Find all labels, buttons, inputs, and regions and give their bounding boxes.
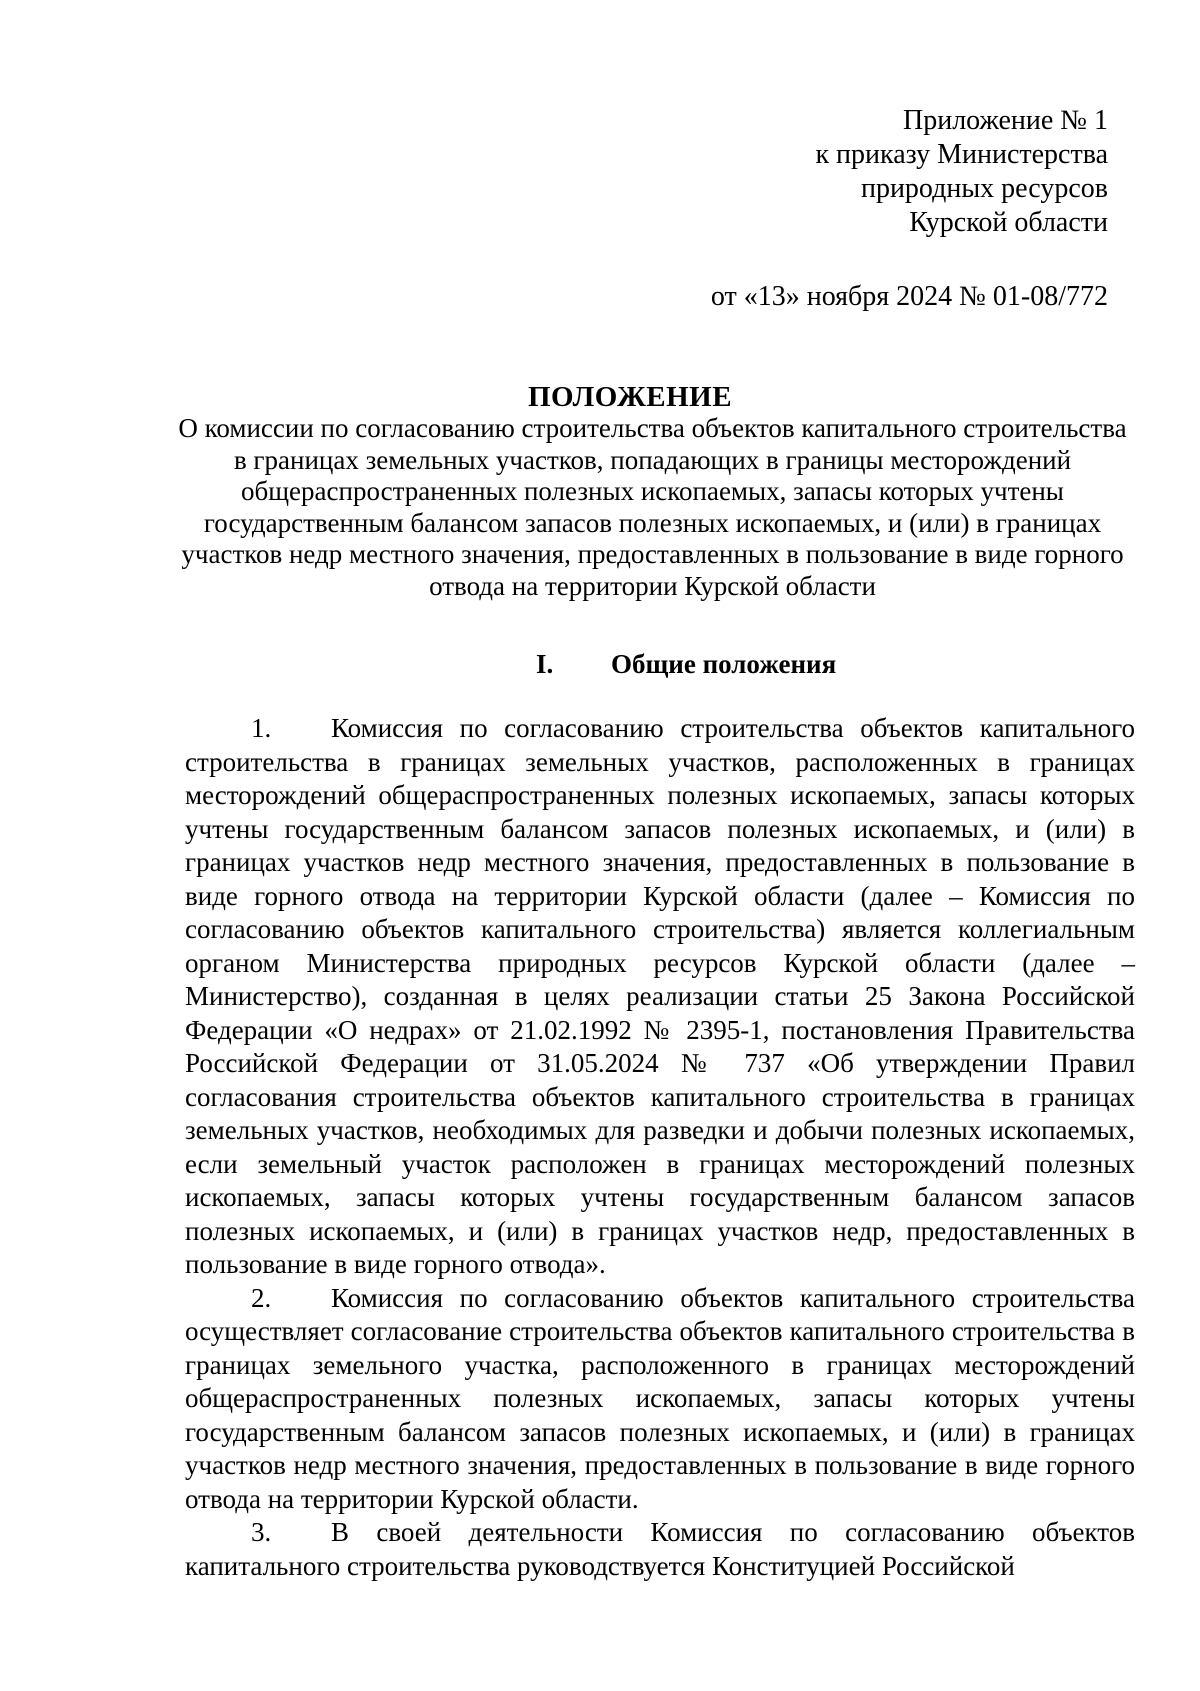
paragraph [185,1282,1135,1517]
annex-line-4: Курской области [909,207,1108,238]
section-title: Общие положения [611,649,837,679]
document-subtitle: О комиссии по согласованию строительства объектов капитального строительства в границах земельных участков, попадающих в границы месторождений общераспространенных полезных ископаемых, запасы которых учтены государственным балансом запасов полезных ископаемых, и (или) в границах участков недр местного значения, предоставленных в пользование в виде горного отвода на территории Курской области [178,413,1127,601]
paragraph [185,1516,1135,1583]
annex-date: от «13» ноября 2024 № 01-08/772 [710,281,1108,312]
document-title: ПОЛОЖЕНИЕ [527,381,733,413]
annex-line-1: Приложение № 1 [903,105,1108,136]
paragraph-text: Комиссия по согласованию объектов капитального строительства осуществляет согласование строительства объектов капитального строительства в границах земельного участка, расположенного в границах месторождений общераспространенных полезных ископаемых, запасы которых учтены государственным балансом запасов полезных ископаемых, и (или) в границах участков недр местного значения, предоставленных в пользование в виде горного отвода на территории Курской области. [185,1282,1135,1514]
section-number: I. [536,649,554,679]
paragraph-text: Комиссия по согласованию строительства объектов капитального строительства в границах земельных участков, расположенных в границах месторождений общераспространенных полезных ископаемых, запасы которых учтены государственным балансом запасов полезных ископаемых, и (или) в границах участков недр местного значения, предоставленных в пользование в виде горного отвода на территории Курской области (далее – Комиссия по согласованию объектов капитального строительства) является коллегиальным органом Министерства природных ресурсов Курской области (далее – Министерство), созданная в целях реализации статьи 25 Закона Российской Федерации «О недрах» от 21.02.1992 № 2395-1, постановления Правительства Российской Федерации от 31.05.2024 № 737 «Об утверждении Правил согласования строительства объектов капитального строительства в границах земельных участков, необходимых для разведки и добычи полезных ископаемых, если земельный участок расположен в границах месторождений полезных ископаемых, запасы которых учтены государственным балансом запасов полезных ископаемых, и (или) в границах участков недр, предоставленных в пользование в виде горного отвода». [185,713,1135,1279]
annex-line-2: к приказу Министерства [815,139,1108,170]
paragraph-number: 1. [251,713,272,743]
paragraph-number: 3. [251,1517,272,1547]
paragraph [185,712,1135,1282]
paragraph-number: 2. [251,1282,272,1313]
annex-line-3: природных ресурсов [860,173,1108,204]
body-text [185,712,1135,1583]
annex-block [815,104,1108,240]
paragraph-text: В своей деятельности Комиссия по согласованию объектов капитального строительства руководствуется Конституцией Российской [185,1517,1135,1581]
